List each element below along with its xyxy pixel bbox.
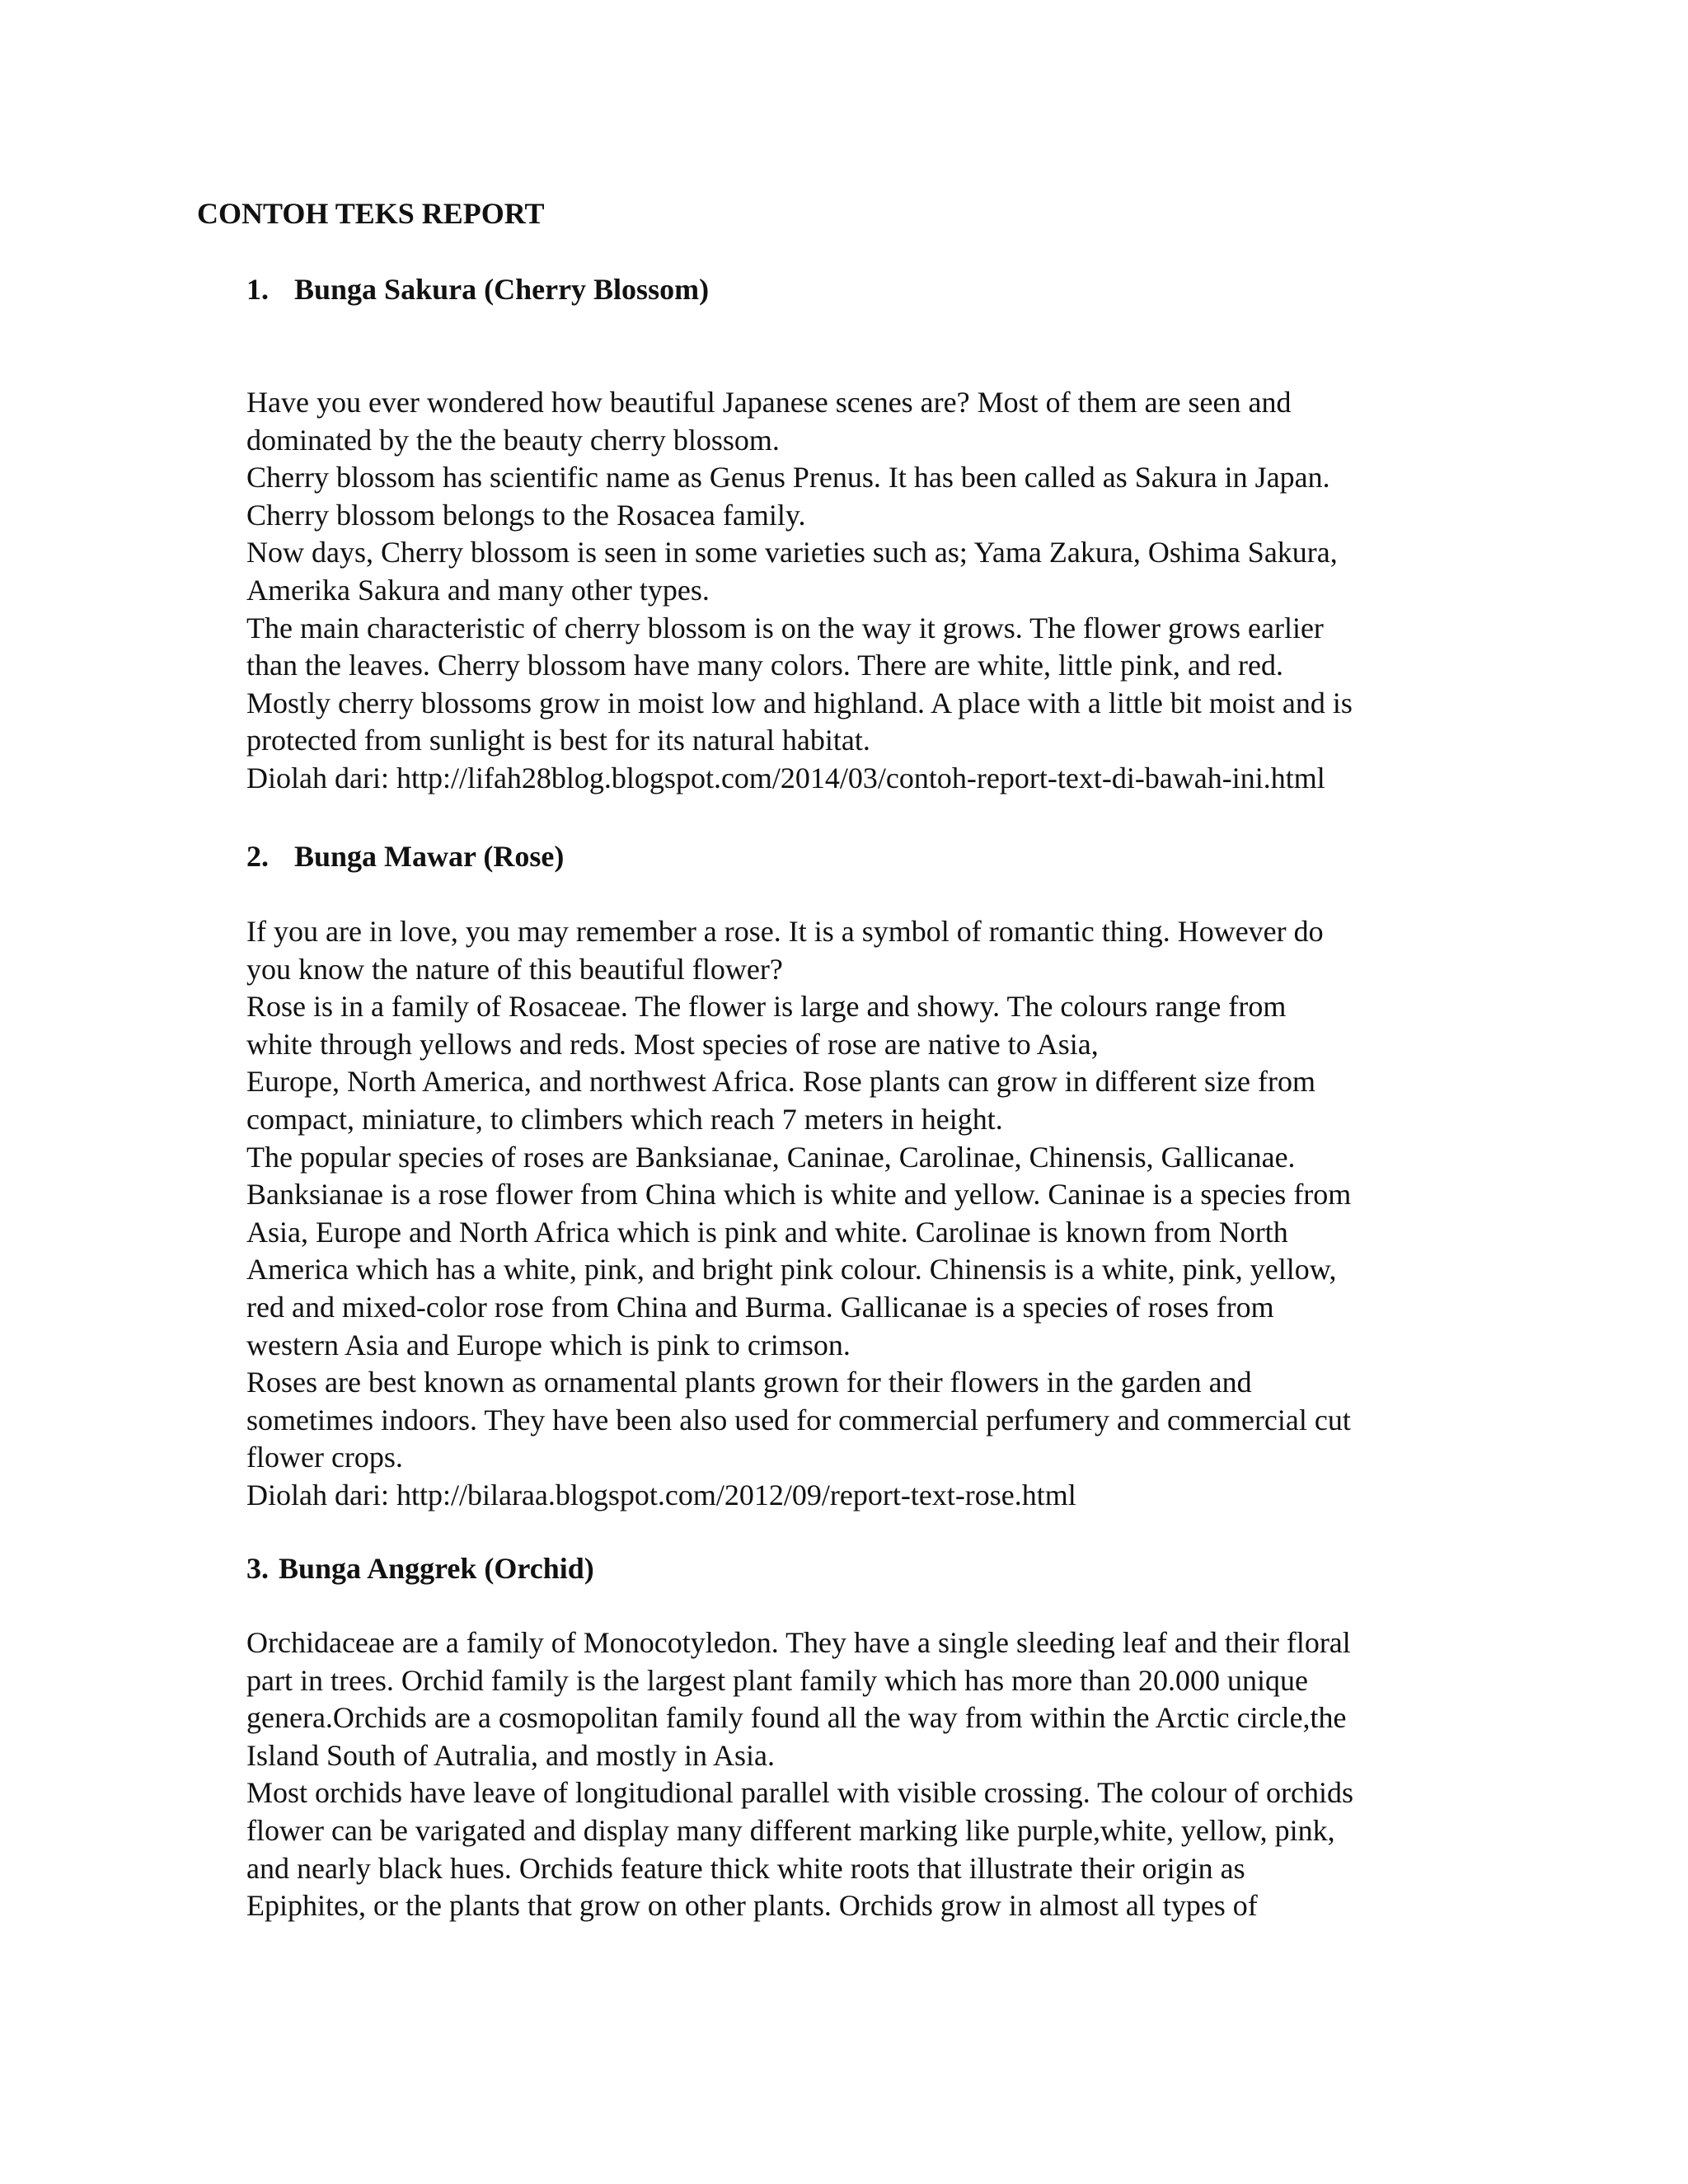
section-title: Bunga Sakura (Cherry Blossom) (294, 273, 710, 306)
section-number: 1. (246, 273, 269, 306)
paragraph-line: Now days, Cherry blossom is seen in some varieties such as; Yama Zakura, Oshima Sakura, (246, 536, 1338, 569)
section-body-sakura (246, 384, 1483, 798)
paragraph-line: Asia, Europe and North Africa which is pink and white. Carolinae is known from North (246, 1215, 1288, 1249)
paragraph-line: flower can be varigated and display many different marking like purple,white, yellow, pink, (246, 1813, 1335, 1847)
paragraph-line: Island South of Autralia, and mostly in Asia. (246, 1738, 775, 1772)
paragraph-line: Europe, North America, and northwest Africa. Rose plants can grow in different size from (246, 1065, 1315, 1099)
paragraph-line: Have you ever wondered how beautiful Japanese scenes are? Most of them are seen and (246, 386, 1292, 419)
paragraph-line: part in trees. Orchid family is the largest plant family which has more than 20.000 unique (246, 1663, 1309, 1697)
section-title: Bunga Anggrek (Orchid) (279, 1552, 594, 1585)
paragraph-line: The main characteristic of cherry blossom is on the way it grows. The flower grows earlier (246, 611, 1324, 644)
paragraph-line: Cherry blossom has scientific name as Genus Prenus. It has been called as Sakura in Japan. (246, 461, 1330, 494)
paragraph-line: flower crops. (246, 1441, 403, 1474)
paragraph-line: Cherry blossom belongs to the Rosacea family. (246, 498, 806, 532)
paragraph-line: Mostly cherry blossoms grow in moist low and highland. A place with a little bit moist and is (246, 686, 1353, 719)
paragraph-line: sometimes indoors. They have been also used for commercial perfumery and commercial cut (246, 1403, 1351, 1436)
paragraph-line: Most orchids have leave of longitudional parallel with visible crossing. The colour of orchids (246, 1776, 1354, 1810)
section-number: 3. (246, 1552, 269, 1585)
paragraph-line: The popular species of roses are Banksianae, Caninae, Carolinae, Chinensis, Gallicanae. (246, 1140, 1296, 1174)
source-line: Diolah dari: http://bilaraa.blogspot.com/2012/09/report-text-rose.html (246, 1478, 1076, 1511)
section-body-orchid (246, 1624, 1483, 1925)
paragraph-line: If you are in love, you may remember a rose. It is a symbol of romantic thing. However do (246, 915, 1324, 948)
section-number: 2. (246, 840, 269, 873)
section-heading-rose (246, 837, 564, 876)
paragraph-line: Rose is in a family of Rosaceae. The flower is large and showy. The colours range from (246, 990, 1287, 1024)
document-title: CONTOH TEKS REPORT (197, 197, 545, 230)
paragraph-line: Amerika Sakura and many other types. (246, 573, 710, 607)
paragraph-line: red and mixed-color rose from China and Burma. Gallicanae is a species of roses from (246, 1290, 1274, 1324)
paragraph-line: Epiphites, or the plants that grow on other plants. Orchids grow in almost all types of (246, 1889, 1258, 1923)
paragraph-line: Banksianae is a rose flower from China which is white and yellow. Caninae is a species from (246, 1178, 1352, 1212)
section-heading-orchid (246, 1549, 594, 1588)
section-title: Bunga Mawar (Rose) (294, 840, 565, 873)
paragraph-line: you know the nature of this beautiful flower? (246, 952, 783, 986)
section-body-rose (246, 913, 1483, 1515)
paragraph-line: Orchidaceae are a family of Monocotyledon. They have a single sleeding leaf and their floral (246, 1626, 1351, 1659)
paragraph-line: Roses are best known as ornamental plants grown for their flowers in the garden and (246, 1366, 1252, 1399)
paragraph-line: compact, miniature, to climbers which reach 7 meters in height. (246, 1102, 1003, 1136)
paragraph-line: and nearly black hues. Orchids feature thick white roots that illustrate their origin as (246, 1851, 1245, 1885)
source-line: Diolah dari: http://lifah28blog.blogspot.com/2014/03/contoh-report-text-di-bawah-ini.html (246, 761, 1325, 794)
paragraph-line: America which has a white, pink, and bright pink colour. Chinensis is a white, pink, yellow, (246, 1253, 1337, 1286)
paragraph-line: western Asia and Europe which is pink to crimson. (246, 1328, 851, 1361)
section-heading-sakura (246, 269, 709, 309)
paragraph-line: protected from sunlight is best for its natural habitat. (246, 724, 870, 757)
paragraph-line: dominated by the the beauty cherry blossom. (246, 423, 780, 457)
paragraph-line: white through yellows and reds. Most species of rose are native to Asia, (246, 1027, 1099, 1061)
paragraph-line: genera.Orchids are a cosmopolitan family found all the way from within the Arctic circle,the (246, 1701, 1347, 1735)
paragraph-line: than the leaves. Cherry blossom have many colors. There are white, little pink, and red. (246, 649, 1283, 682)
